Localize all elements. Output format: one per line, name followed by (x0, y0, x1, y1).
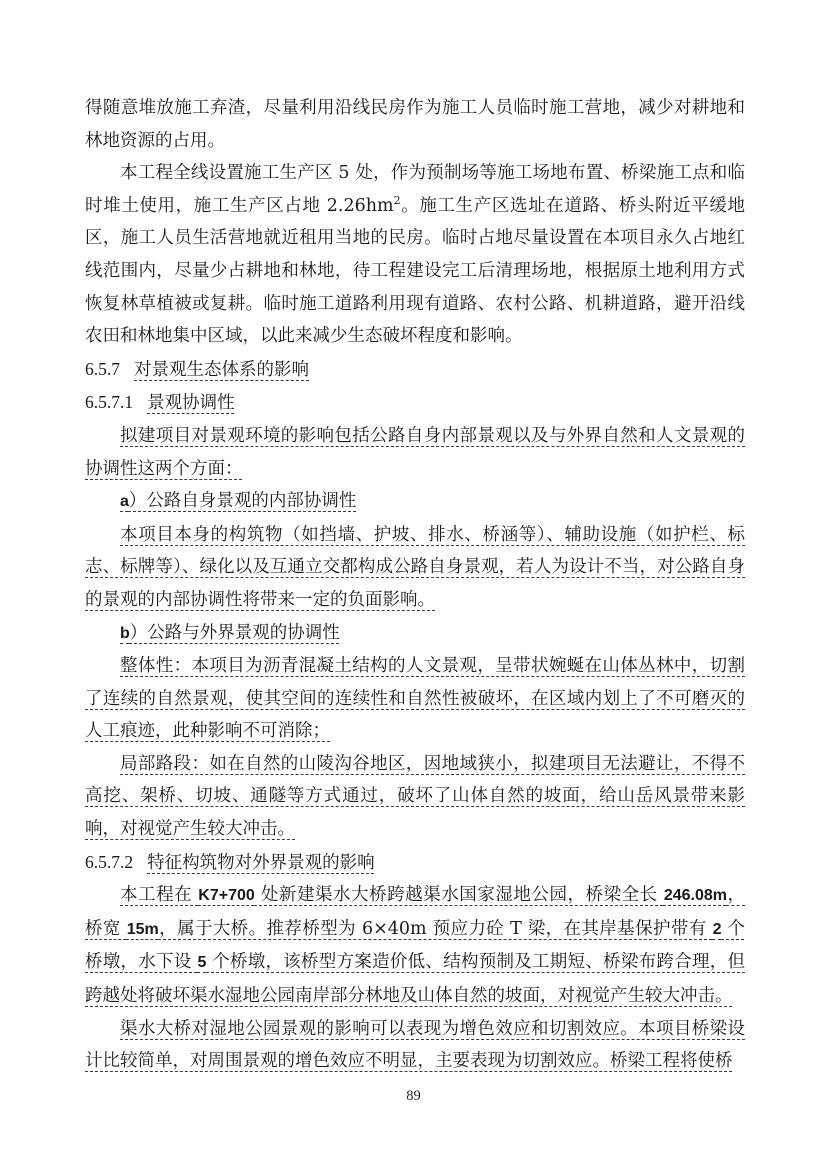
item-b-letter: b (120, 624, 130, 642)
local-section-text: 局部路段：如在自然的山陵沟谷地区，因地域狭小，拟建项目无法避让，不得不高挖、架桥、切坡、通隧等方式通过，破坏了山体自然的坡面，给山岳风景带来影响，对视觉产生较大冲击。 (85, 753, 745, 840)
heading-6-5-7-1-title: 景观协调性 (147, 393, 235, 414)
heading-6-5-7-title: 对景观生态体系的影响 (134, 359, 309, 380)
bridge-run-2: 处新建渠水大桥跨越渠水国家湿地公园，桥梁全长 (254, 885, 664, 906)
superscript-2: 2 (393, 193, 401, 207)
paragraph-integrity (85, 650, 745, 748)
heading-6-5-7-1 (85, 386, 745, 420)
item-b-text: ）公路与外界景观的协调性 (129, 622, 340, 643)
heading-6-5-7-2-number: 6.5.7.2 (85, 851, 134, 872)
document-body (85, 92, 745, 1078)
integrity-text: 整体性：本项目为沥青混凝土结构的人文景观，呈带状婉蜒在山体丛林中，切割了连续的自然景观，使其空间的连续性和自然性被破坏，在区域内划上了不可磨灭的人工痕迹，此种影响不可消除； (85, 656, 745, 742)
paragraph-continuation (85, 92, 745, 157)
landscape-intro-text: 拟建项目对景观环境的影响包括公路自身内部景观以及与外界自然和人文景观的协调性这两个方面： (85, 425, 745, 479)
heading-6-5-7-2 (85, 846, 745, 880)
paragraph-bridge (85, 879, 745, 1012)
bridge-run-3-length: 246.08m (663, 887, 727, 905)
item-a-text: ）公路自身景观的内部协调性 (128, 491, 357, 512)
paragraph-internal-coordination (85, 519, 745, 617)
bridge-run-0: 本工程在 (120, 885, 199, 906)
heading-6-5-7-2-title: 特征构筑物对外界景观的影响 (147, 852, 375, 873)
paragraph-item-b (85, 617, 745, 651)
bridge-run-1-stake-number: K7+700 (198, 887, 255, 905)
page-number: 89 (406, 1088, 421, 1104)
heading-6-5-7 (85, 353, 745, 387)
bridge-run-10: 个桥墩，该桥型方案造价低、结构预制及工期短、桥梁布跨合理，但跨越处将破坏渠水湿地公园南岸部分林地及山体自然的坡面，对视觉产生较大冲击。 (85, 952, 746, 1007)
bridge-run-6: ，属于大桥。推荐桥型为 6×40m 预应力砼 T 梁，在其岸基保护带有 (158, 918, 713, 939)
paragraph-local-section (85, 748, 745, 846)
paragraph-landscape-intro (85, 420, 745, 485)
bridge-run-5-width: 15m (126, 920, 159, 938)
paragraph-item-a (85, 485, 745, 519)
internal-coordination-text: 本项目本身的构筑物（如挡墙、护坡、排水、桥涵等）、辅助设施（如护栏、标志、标牌等）、绿化以及互通立交都构成公路自身景观，若人为设计不当，对公路自身的景观的内部协调性将带来一定的负面影响。 (85, 524, 745, 610)
construction-area-text-1: 本工程全线设置施工生产区 5 处，作为预制场等施工场地布置、桥梁施工点和临时堆土使用，施工生产区占地 2.26hm (85, 163, 745, 216)
bridge-run-7-pier-count: 2 (712, 920, 722, 938)
bridge-effect-text: 渠水大桥对湿地公园景观的影响可以表现为增色效应和切割效应。本项目桥梁设计比较简单，对周围景观的增色效应不明显，主要表现为切割效应。桥梁工程将使桥 (85, 1018, 745, 1072)
paragraph-bridge-effect (85, 1013, 745, 1078)
bridge-run-8: 个桥墩，水下设 (85, 918, 745, 973)
bridge-run-4: ，桥宽 (85, 885, 746, 939)
item-a-letter: a (120, 493, 129, 511)
heading-6-5-7-number: 6.5.7 (85, 358, 120, 379)
heading-6-5-7-1-number: 6.5.7.1 (85, 392, 134, 413)
paragraph-construction-area (85, 157, 745, 353)
bridge-run-9-pier-count: 5 (197, 954, 207, 972)
construction-area-text-2: 。施工生产区选址在道路、桥头附近平缓地区，施工人员生活营地就近租用当地的民房。临时占地尽量设置在本项目永久占地红线范围内，尽量少占耕地和林地，待工程建设完工后清理场地，根据原土地利用方式恢复林草植被或复耕。临时施工道路利用现有道路、农村公路、机耕道路，避开沿线农田和林地集中区域，以此来减少生态破坏程度和影响。 (85, 195, 745, 347)
paragraph-continuation-text: 得随意堆放施工弃渣，尽量利用沿线民房作为施工人员临时施工营地，减少对耕地和林地资源的占用。 (85, 98, 745, 151)
